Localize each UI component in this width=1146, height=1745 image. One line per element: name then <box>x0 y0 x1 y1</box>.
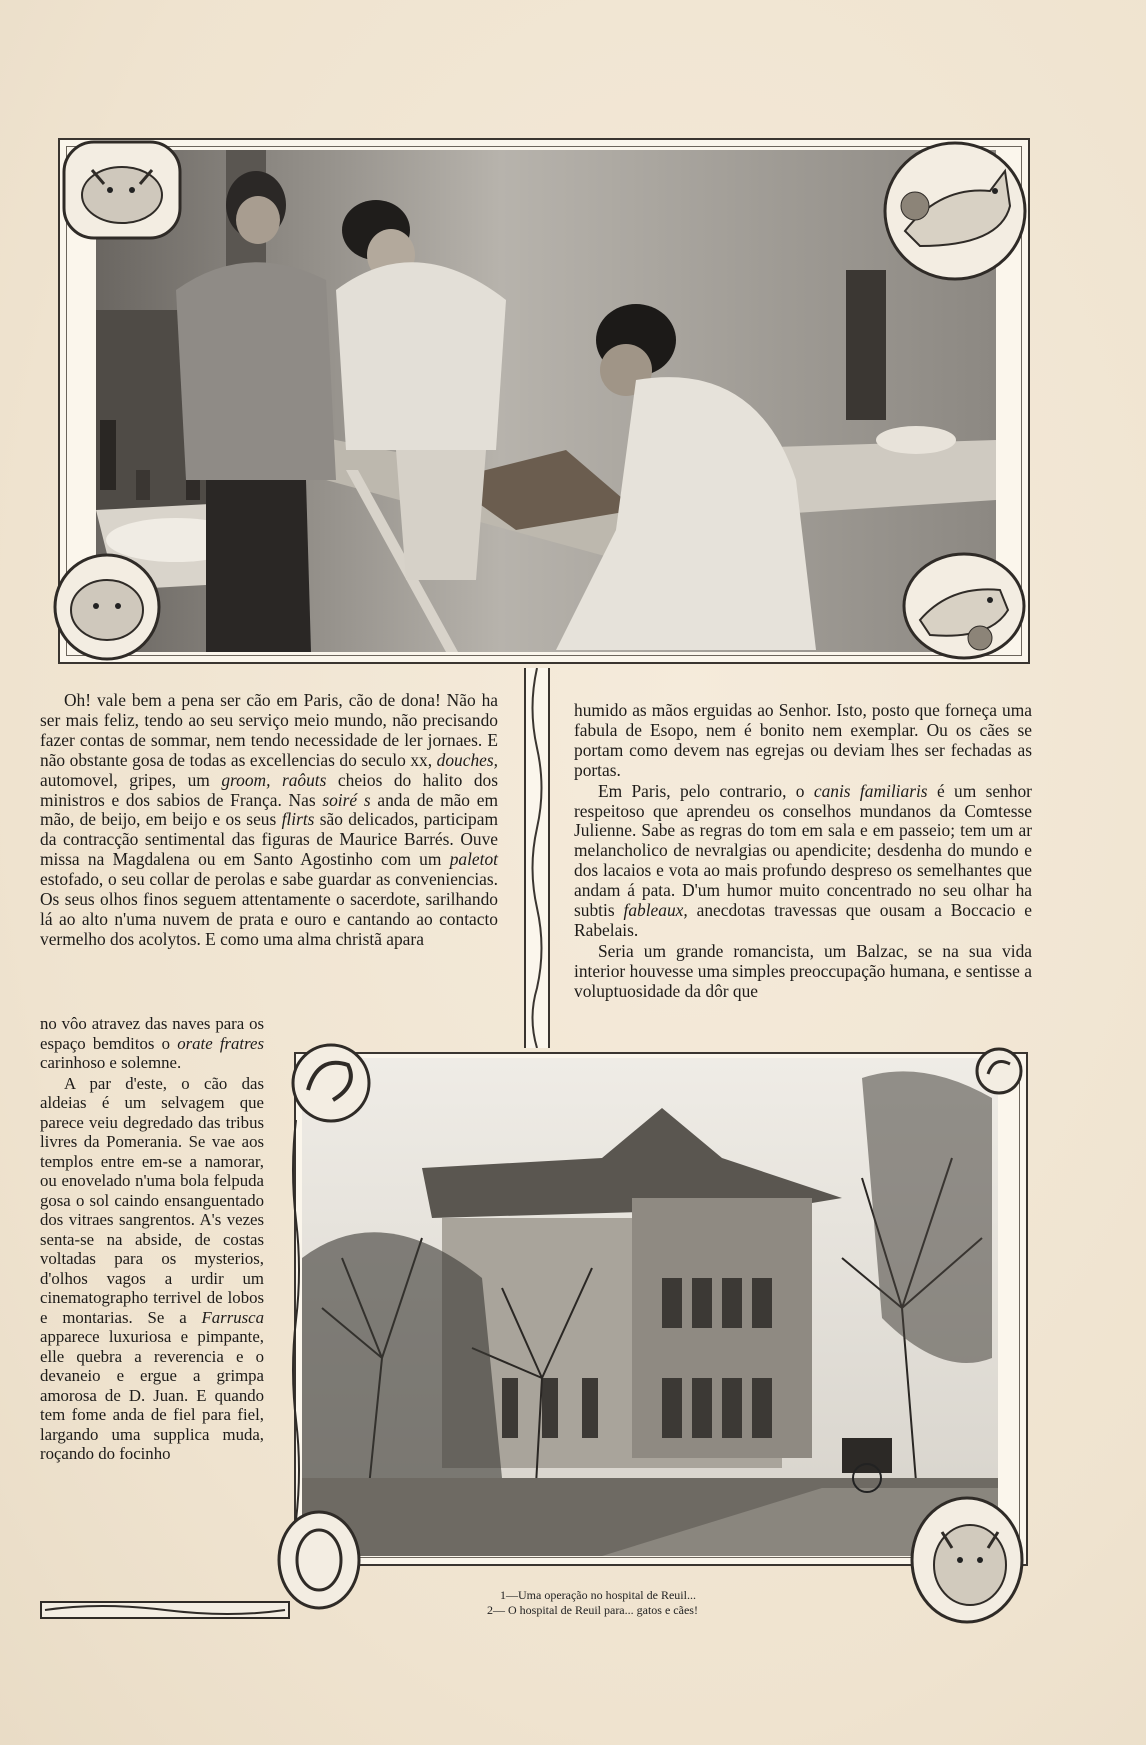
right-paragraph-3: Seria um grande romancista, um Balzac, se na sua vida interior houvesse uma simples preoccupação humana, e sentisse a voluptuosidade da dôr que <box>574 940 1032 1001</box>
text-run: A par d'este, o cão das aldeias é um selvagem que parece veiu degredado das tribus livres da Pomerania. Se vae aos templos entre em-se a namorar, ou enovelado n'uma bola felpuda gosa o sol caindo ensanguentado dos vitraes sangrentos. A's vezes senta-se na abside, de costas voltadas para os mysterios, d'olhos vagos a urdir um cinematographo terrivel de lobos e montarias. Se a <box>40 1073 264 1327</box>
text-italic: fableaux, <box>623 900 688 921</box>
left-border-ornament <box>288 1120 304 1520</box>
text-run: anda de mão em mão, de beijo, em beijo e os seus <box>40 789 498 830</box>
dog-ornament-bottom-right <box>900 550 1028 662</box>
narrow-paragraph-1 <box>40 1014 264 1073</box>
cat-ornament-bottom-right <box>908 1490 1026 1626</box>
hospital-building-photo <box>302 1058 998 1556</box>
column-divider <box>524 668 550 1048</box>
right-text-column <box>574 701 1032 1002</box>
text-italic: douches, <box>436 749 498 770</box>
cat-ornament-bottom-left <box>52 552 162 662</box>
caption-line-2: 2— O hospital de Reuil para... gatos e cães! <box>487 1603 698 1617</box>
text-run: automovel, gripes, um <box>40 769 222 790</box>
text-italic: flirts <box>281 809 315 830</box>
narrow-text-column <box>40 1014 264 1464</box>
surgery-photo <box>96 150 996 652</box>
text-italic: paletot <box>449 849 498 870</box>
narrow-paragraph-2 <box>40 1074 264 1464</box>
caption-line-1: 1—Uma operação no hospital de Reuil... <box>500 1588 696 1602</box>
text-italic: groom, raôuts <box>221 769 327 790</box>
right-paragraph-2 <box>574 782 1032 941</box>
dog-ornament-top-right <box>880 136 1030 286</box>
text-run: Oh! vale bem a pena ser cão em Paris, cão de dona! Não ha ser mais feliz, tendo ao seu serviço meio mundo, não precisando fazer contas de sommar, nem tendo necessidade de ler jornaes. E não obstante gosa de todas as excellencias do seculo xx, <box>40 690 498 770</box>
photo-captions <box>440 1588 860 1618</box>
text-run: no vôo atravez das naves para os espaço bemditos o <box>40 1014 264 1053</box>
left-text-column <box>40 691 498 950</box>
swirl-ornament-top-right <box>972 1044 1026 1098</box>
bottom-border-ornament <box>40 1598 290 1622</box>
text-run: carinhoso e solemne. <box>40 1053 182 1072</box>
text-run: Em Paris, pelo contrario, o <box>598 780 814 801</box>
text-run: anecdotas travessas que ousam a Boccacio e Rabelais. <box>574 900 1033 940</box>
text-run: cheios do halito dos ministros e dos sabios de França. Nas <box>40 769 498 810</box>
text-run: são delicados, participam da contracção sentimental das figuras de Maurice Barrés. Ouve missa na Magdalena ou em Santo Agostinho com um <box>40 809 498 870</box>
right-paragraph-1: humido as mãos erguidas ao Senhor. Isto, posto que forneça uma fabula de Esopo, nem é bonito nem exemplar. Ou os cães se portam como devem nas egrejas ou deviam lhes ser fechadas as portas. <box>574 700 1032 780</box>
swirl-ornament-top-left <box>288 1040 374 1126</box>
text-italic: Farrusca <box>201 1307 264 1327</box>
text-run: é um senhor respeitoso que aprendeu os conselhos mundanos da Comtesse Julienne. Sabe as regras do tom em sala e em passeio; tem um ar melancholico de nevralgias ou apendicite; desdenha do mundo e dos lacaios e vota ao mais profundo despreso os semelhantes que andam á pata. D'um humor muito concentrado no seu olhar ha subtis <box>574 780 1032 921</box>
left-paragraph <box>40 691 498 950</box>
text-italic: canis familiaris <box>813 780 928 801</box>
cat-ornament-top-left <box>62 140 182 240</box>
text-run: estofado, o seu collar de perolas e sabe guardar as conveniencias. Os seus olhos finos seguem attentamente o sacerdote, sarilhando lá ao alto n'uma nuvem de prata e ouro e cantando ao contacto vermelho dos acolytos. E como uma alma christã apara <box>40 869 498 949</box>
text-italic: soiré s <box>322 789 371 810</box>
text-run: apparece luxuriosa e pimpante, elle quebra a reverencia e o devaneio e ergue a grimpa amorosa de D. Juan. E quando tem fome anda de fiel para fiel, largando uma supplica muda, roçando do focinho <box>40 1327 264 1463</box>
text-italic: orate fratres <box>177 1033 264 1053</box>
